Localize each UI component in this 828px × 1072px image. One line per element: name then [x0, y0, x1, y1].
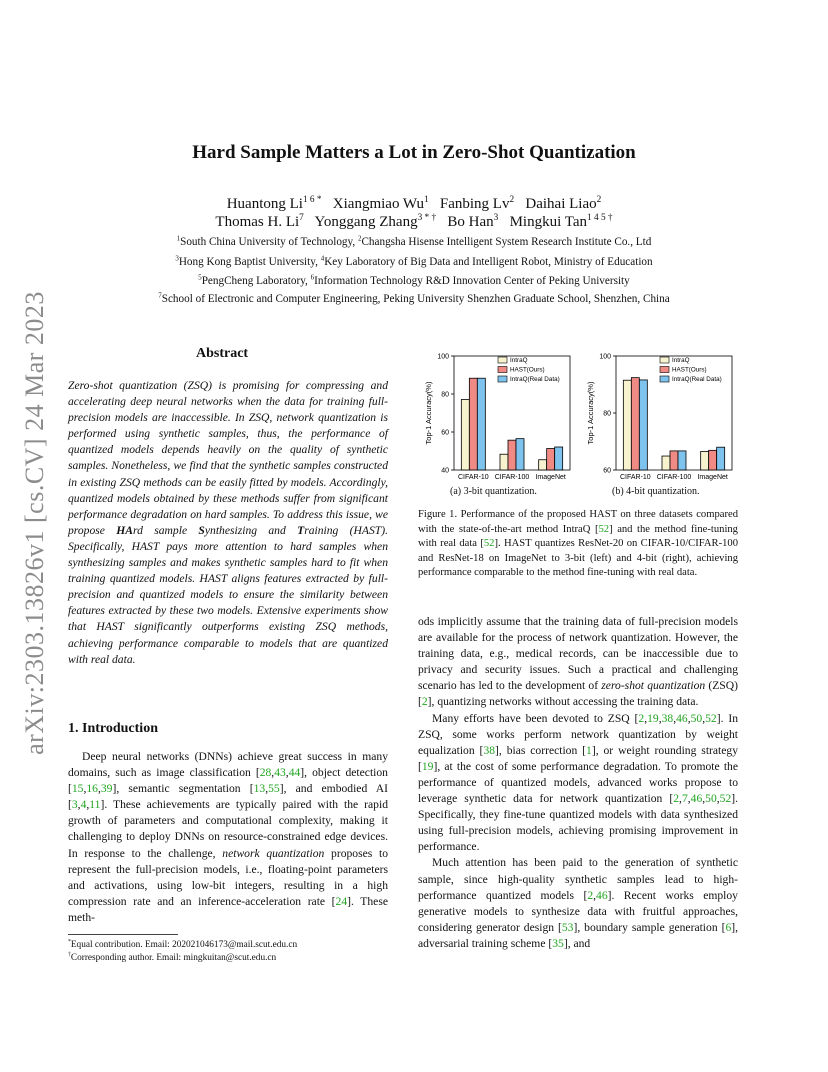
bar [709, 450, 717, 470]
bar [508, 440, 516, 470]
arxiv-side-stamp [10, 288, 60, 758]
y-tick-label: 100 [437, 353, 449, 361]
citation-link[interactable]: 35 [552, 936, 564, 950]
citation-link[interactable]: 6 [725, 920, 732, 934]
citation-link[interactable]: 50 [690, 711, 703, 725]
legend-label: IntraQ(Real Data) [510, 376, 560, 383]
legend-swatch [498, 376, 507, 382]
author: Daihai Liao$^2$ [525, 195, 602, 212]
legend-label: IntraQ(Real Data) [672, 376, 722, 383]
citation-link[interactable]: 44 [288, 766, 301, 780]
citation-link[interactable]: 3 [71, 798, 78, 812]
x-tick-label: ImageNet [697, 474, 728, 481]
author: Bo Han$^3$ [447, 213, 499, 230]
citation-link[interactable]: 38 [661, 711, 674, 725]
footnote-rule [68, 934, 178, 935]
bar [631, 378, 639, 470]
citation-link[interactable]: 13 [253, 782, 266, 796]
author: Xiangmiao Wu$^1$ [332, 195, 429, 212]
bar [678, 451, 686, 470]
citation-link[interactable]: 38 [483, 743, 496, 757]
citation-link[interactable]: 55 [268, 782, 280, 796]
author: Mingkui Tan$^{1 4 5 \dagger}$ [509, 213, 613, 230]
citation-link[interactable]: 11 [89, 798, 101, 812]
legend-swatch [498, 367, 507, 373]
bar [670, 451, 678, 470]
citation-link[interactable]: 19 [421, 759, 434, 773]
bar [461, 400, 469, 470]
author: Huantong $Li^{1 6 *}$ [226, 195, 322, 212]
legend-swatch [660, 357, 669, 363]
bar [516, 439, 524, 470]
x-tick-label: CIFAR-100 [494, 474, 530, 481]
y-tick-label: 60 [603, 467, 611, 475]
affiliation-line-3: $^5$PengCheng Laboratory, $^6$Information Technology R&D Innovation Center of Peking University [198, 273, 630, 287]
legend-swatch [660, 376, 669, 382]
x-tick-label: CIFAR-10 [457, 474, 489, 481]
bar [469, 378, 477, 470]
bar [623, 380, 631, 470]
y-axis-label: Top-1 Accuracy(%) [424, 381, 433, 445]
bar [547, 449, 555, 470]
citation-link[interactable]: 43 [274, 766, 286, 780]
figure-1b-bar-chart [580, 346, 740, 486]
legend-label: HAST(Ours) [672, 366, 707, 374]
bar [500, 454, 508, 470]
citation-link[interactable]: 2 [587, 888, 594, 902]
legend-label: IntraQ [510, 357, 528, 364]
citation-link[interactable]: 2 [638, 711, 645, 725]
citation-link[interactable]: 52 [483, 538, 495, 550]
bar [639, 380, 647, 470]
bar [477, 378, 485, 470]
citation-link[interactable]: 46 [676, 711, 688, 725]
citation-link[interactable]: 15 [71, 782, 84, 796]
paper-title: Hard Sample Matters a Lot in Zero-Shot Quantization [192, 142, 636, 163]
y-tick-label: 80 [603, 410, 611, 418]
citation-link[interactable]: 46 [596, 888, 608, 902]
legend-swatch [498, 357, 507, 363]
y-tick-label: 80 [441, 391, 449, 399]
citation-link[interactable]: 24 [335, 894, 348, 908]
x-tick-label: CIFAR-10 [619, 474, 651, 481]
citation-link[interactable]: 28 [259, 766, 272, 780]
y-axis-label: Top-1 Accuracy(%) [586, 381, 595, 445]
intro-paragraph: Deep neural networks (DNNs) achieve great success in many domains, such as image classification [28,43,44], object detection [15,16,39], semantic segmentation [13,55], and embodied AI [3,4,11]. These achievements are typically paired with the rapid growth of parameters and computational complexity, making it challenging to deploy DNNs on resource-constrained edge devices. In response to the challenge, network quantization proposes to represent the full-precision models, i.e., floating-point parameters and activations, using low-bit integers, resulting in a high compression rate and an inference-acceleration rate [24]. These meth- [68, 750, 388, 924]
citation-link[interactable]: 53 [561, 920, 574, 934]
author: Yonggang Zhang$^{3 * \dagger}$ [314, 213, 437, 230]
footnote-equal-contribution: *Equal contribution. Email: 202021046173@mail.scut.edu.cn [68, 938, 298, 950]
figure-1a-bar-chart [418, 346, 578, 486]
citation-link[interactable]: 46 [690, 792, 703, 806]
affiliation-line-4: $^7$School of Electronic and Computer Engineering, Peking University Shenzhen Graduate School, Shenzhen, China [158, 291, 670, 305]
citation-link[interactable]: 52 [598, 523, 610, 535]
y-tick-label: 60 [441, 429, 449, 437]
bar [555, 447, 563, 470]
citation-link[interactable]: 19 [647, 711, 659, 725]
section-heading-introduction: 1. Introduction [68, 721, 158, 736]
affiliation-line-1: $^1$South China University of Technology, $^2$Changsha Hisense Intelligent System Research Institute Co., Ltd [176, 234, 652, 248]
citation-link[interactable]: 7 [681, 792, 688, 806]
bar [701, 451, 709, 470]
citation-link[interactable]: 50 [705, 792, 717, 806]
citation-link[interactable]: 2 [421, 695, 428, 709]
y-tick-label: 100 [599, 353, 611, 361]
author-line-2 [0, 214, 828, 231]
author: Thomas H. Li$^7$ [215, 213, 304, 230]
citation-link[interactable]: 16 [86, 782, 98, 796]
bar [539, 460, 547, 470]
citation-link[interactable]: 39 [100, 782, 113, 796]
bar [717, 447, 725, 470]
legend-label: IntraQ [672, 357, 690, 364]
citation-link[interactable]: 1 [586, 743, 592, 757]
bar [662, 456, 670, 470]
x-tick-label: CIFAR-100 [656, 474, 692, 481]
author: Fanbing Lv$^2$ [439, 195, 515, 212]
citation-link[interactable]: 2 [673, 792, 680, 806]
arxiv-id-text: arXiv:2303.13826v1 [cs.CV] 24 Mar 2023 [20, 291, 49, 755]
citation-link[interactable]: 52 [719, 792, 732, 806]
citation-link[interactable]: 4 [80, 798, 87, 812]
author-line-1 [0, 196, 828, 213]
legend-label: HAST(Ours) [510, 366, 545, 374]
citation-link[interactable]: 52 [705, 711, 717, 725]
abstract-body: Zero-shot quantization (ZSQ) is promising for compressing and accelerating deep neural networks when the data for training full-precision models are inaccessible. In ZSQ, network quantization is performed using synthetic samples, thus, the performance of quantized models depends heavily on the quality of synthetic samples. Nonetheless, we find that the synthetic samples constructed in existing ZSQ methods can be easily fitted by models. Accordingly, quantized models obtained by these methods suffer from significant performance degradation on hard samples. To address this issue, we propose HArd sample Synthesizing and Training (HAST). Specifically, HAST pays more attention to hard samples when synthesizing samples and makes synthetic samples hard to fit when training quantized models. HAST aligns features extracted by full-precision and quantized models to ensure the similarity between features extracted by these two models. Extensive experiments show that HAST significantly outperforms existing ZSQ methods, achieving performance comparable to models that are quantized with real data. [68, 379, 388, 666]
figure-caption: Figure 1. Performance of the proposed HAST on three datasets compared with the state-of-the-art method IntraQ [52] and the method fine-tuning with real data [52]. HAST quantizes ResNet-20 on CIFAR-10/CIFAR-100 and ResNet-18 on ImageNet to 3-bit (left) and 4-bit (right), achieving performance comparable to the method fine-tuning with real data. [418, 509, 738, 579]
legend-swatch [660, 367, 669, 373]
x-tick-label: ImageNet [535, 474, 566, 481]
subcaption-a: (a) 3-bit quantization. [450, 486, 537, 497]
footnote-corresponding-author: †Corresponding author. Email: mingkuitan@scut.edu.cn [68, 951, 277, 963]
subcaption-b: (b) 4-bit quantization. [612, 486, 700, 497]
y-tick-label: 40 [441, 467, 449, 475]
abstract-heading: Abstract [196, 346, 249, 361]
affiliation-line-2: $^3$Hong Kong Baptist University, $^4$Key Laboratory of Big Data and Intelligent Robot, Ministry of Education [175, 254, 653, 268]
right-column-text: ods implicitly assume that the training data of full-precision models are available for the process of network quantization. However, the training data, e.g., medical records, can be inaccessible due to privacy and security issues. Such a practical and challenging scenario has led to the development of zero-shot quantization (ZSQ) [2], quantizing networks without accessing the training data. Many efforts have been devoted to ZSQ [2,19,38,46,50,52]. In ZSQ, some works perform network quantization by weight equalization [38], bias correction [1], or weight rounding strategy [19], at the cost of some performance degradation. To promote the performance of quantized models, advanced works propose to leverage synthetic data for network quantization [2,7,46,50,52]. Specifically, they fine-tune quantized models with data synthesized using full-precision models, achieving promising improvement in performance. Much attention has been paid to the generation of synthetic sample, since high-quality synthetic samples lead to high-performance quantized models [2,46]. Recent works employ generative models to synthesize data with fruitful approaches, considering generator design [53], boundary sample generation [6], adversarial training scheme [35], and [418, 615, 739, 950]
